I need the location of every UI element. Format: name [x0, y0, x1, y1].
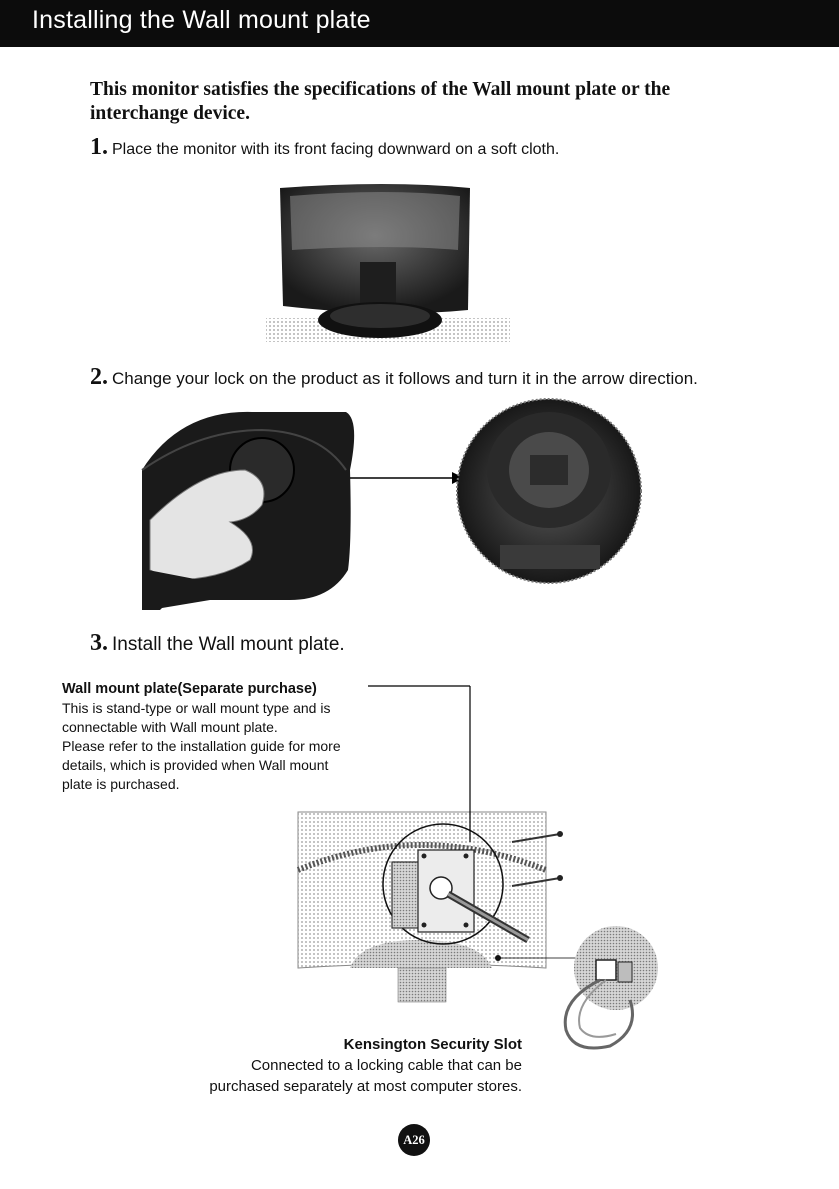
step-2-text: Change your lock on the product as it follows and turn it in the arrow direction.: [112, 369, 698, 388]
wall-mount-line: plate is purchased.: [62, 776, 180, 792]
wall-mount-line: connectable with Wall mount plate.: [62, 719, 278, 735]
page-title: Installing the Wall mount plate: [32, 6, 371, 34]
step-1-number: 1.: [90, 134, 108, 160]
monitor-face-down-illustration: [266, 184, 510, 342]
kensington-title: Kensington Security Slot: [343, 1036, 522, 1053]
intro-text: This monitor satisfies the specifications of the Wall mount plate or the interchange device.: [90, 79, 671, 124]
stand-lock-illustration: [457, 399, 641, 583]
kensington-line: purchased separately at most computer stores.: [209, 1078, 522, 1095]
hand-lock-illustration: [142, 412, 354, 610]
wall-mount-title: Wall mount plate(Separate purchase): [62, 681, 317, 697]
step-3-text: Install the Wall mount plate.: [112, 634, 345, 655]
direction-arrow: [350, 472, 464, 484]
monitor-back-illustration: [298, 812, 563, 1002]
wall-mount-line: This is stand-type or wall mount type and is: [62, 700, 331, 716]
kensington-line: Connected to a locking cable that can be: [250, 1057, 522, 1074]
step-1-text: Place the monitor with its front facing downward on a soft cloth.: [112, 141, 560, 158]
step-3-number: 3.: [90, 630, 108, 656]
page-number-badge: A26: [398, 1124, 430, 1156]
wall-mount-line: Please refer to the installation guide for more: [62, 738, 341, 754]
step-2-number: 2.: [90, 364, 108, 390]
wall-mount-line: details, which is provided when Wall mount: [62, 757, 329, 773]
